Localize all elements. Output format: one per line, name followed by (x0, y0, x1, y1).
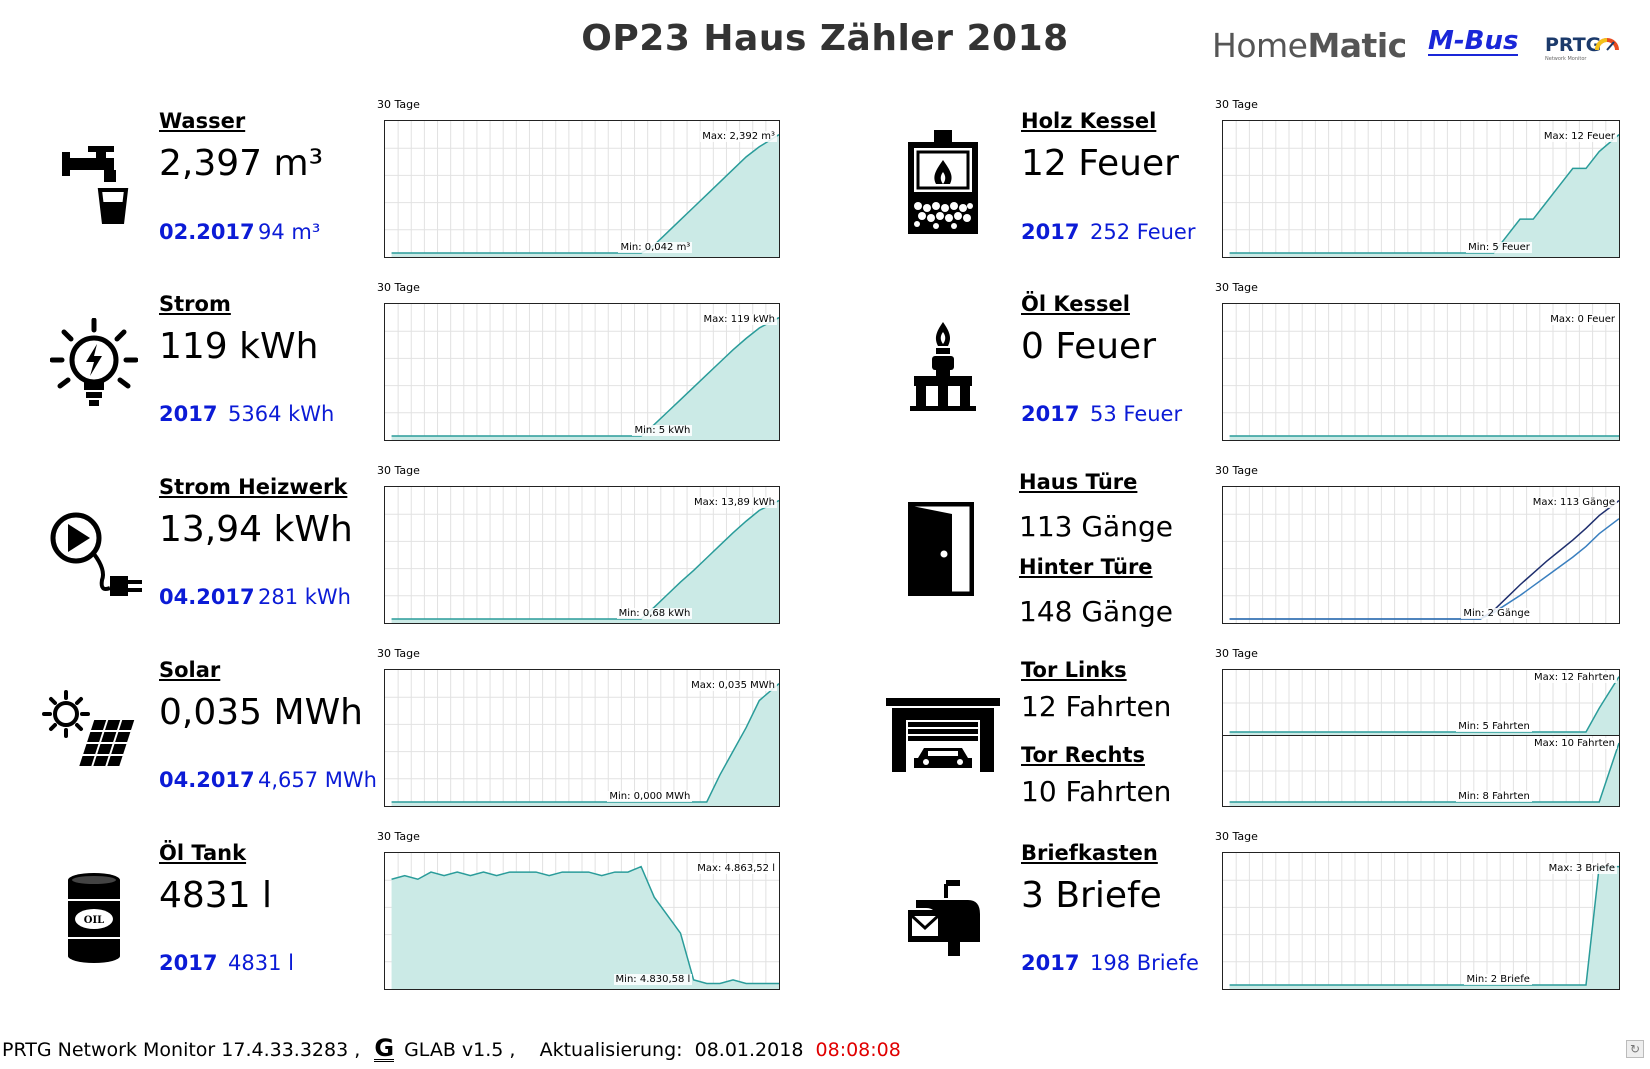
holz-kessel-period-value: 252 Feuer (1090, 220, 1196, 244)
solar-chart[interactable] (384, 669, 780, 807)
wasser-period-value: 94 m³ (258, 220, 321, 244)
solar-panel-icon (42, 690, 136, 778)
tor-links-title: Tor Links (1021, 658, 1127, 682)
tor-chart-range: 30 Tage (1215, 647, 1258, 660)
chart-min-label: Min: 0,000 MWh (609, 791, 691, 802)
series-line (1230, 743, 1619, 802)
oel-kessel-value: 0 Feuer (1021, 326, 1156, 367)
chart-min-label: Min: 0,68 kWh (618, 608, 691, 619)
chart-max-label: Max: 4.863,52 l (697, 863, 775, 874)
prtg-logo: PRTG Network Monitor (1545, 34, 1602, 62)
briefkasten-period-value: 198 Briefe (1090, 951, 1199, 975)
wasser-title: Wasser (159, 109, 246, 133)
solar-period: 04.2017 (159, 768, 255, 792)
oel-tank-period: 2017 (159, 951, 218, 975)
briefkasten-title: Briefkasten (1021, 841, 1158, 865)
strom-heizwerk-chart[interactable] (384, 486, 780, 624)
tor-rechts-value: 10 Fahrten (1021, 775, 1172, 808)
strom-heizwerk-title: Strom Heizwerk (159, 475, 348, 499)
tor-links-chart[interactable] (1222, 669, 1620, 737)
update-time: 08:08:08 (815, 1039, 901, 1061)
solar-value: 0,035 MWh (159, 692, 363, 733)
wasser-chart[interactable] (384, 120, 780, 258)
refresh-icon[interactable]: ↻ (1626, 1040, 1644, 1058)
wasser-chart-range: 30 Tage (377, 98, 420, 111)
oel-tank-chart-range: 30 Tage (377, 830, 420, 843)
strom-heizwerk-period: 04.2017 (159, 585, 255, 609)
tor-rechts-chart[interactable] (1222, 735, 1620, 807)
wasser-value: 2,397 m³ (159, 143, 324, 184)
holz-kessel-chart-range: 30 Tage (1215, 98, 1258, 111)
svg-text:OIL: OIL (83, 915, 105, 926)
chart-max-label: Max: 113 Gänge (1532, 497, 1615, 508)
haus-tuere-value: 113 Gänge (1019, 510, 1173, 543)
series-area (392, 318, 779, 440)
chart-min-label: Min: 5 Fahrten (1458, 721, 1530, 732)
glab-version: GLAB v1.5 , (404, 1039, 516, 1061)
update-date: 08.01.2018 (694, 1039, 804, 1061)
mbus-logo: M-Bus (1428, 26, 1519, 56)
oel-kessel-period-value: 53 Feuer (1090, 402, 1183, 426)
holz-kessel-chart[interactable] (1222, 120, 1620, 258)
series-line (1230, 677, 1619, 732)
hinter-tuere-title: Hinter Türe (1019, 555, 1153, 579)
strom-heizwerk-chart-range: 30 Tage (377, 464, 420, 477)
holz-kessel-period: 2017 (1021, 220, 1080, 244)
chart-max-label: Max: 13,89 kWh (693, 497, 775, 508)
pump-plug-icon (50, 510, 148, 602)
oel-kessel-chart-range: 30 Tage (1215, 281, 1258, 294)
wood-stove-icon (906, 130, 980, 234)
oel-kessel-period: 2017 (1021, 402, 1080, 426)
prtg-gauge-icon (1594, 30, 1620, 56)
solar-title: Solar (159, 658, 221, 682)
chart-min-label: Min: 8 Fahrten (1458, 791, 1530, 802)
chart-min-label: Min: 5 Feuer (1468, 242, 1530, 253)
oil-burner-icon (908, 320, 978, 412)
oel-tank-value: 4831 l (159, 875, 273, 916)
strom-value: 119 kWh (159, 326, 319, 367)
water-tap-icon (60, 138, 134, 224)
series-area (392, 867, 779, 989)
chart-max-label: Max: 12 Fahrten (1534, 672, 1615, 683)
tueren-chart-range: 30 Tage (1215, 464, 1258, 477)
series-area (392, 135, 779, 257)
homematic-logo: HomeMatic (1212, 26, 1407, 65)
briefkasten-period: 2017 (1021, 951, 1080, 975)
footer (2, 1034, 901, 1062)
strom-chart[interactable] (384, 303, 780, 441)
garage-icon (886, 698, 1000, 772)
briefkasten-chart[interactable] (1222, 852, 1620, 990)
chart-min-label: Min: 4.830,58 l (615, 974, 691, 985)
oel-kessel-chart[interactable] (1222, 303, 1620, 441)
chart-min-label: Min: 0,042 m³ (620, 242, 691, 253)
glab-logo-icon: G (374, 1034, 395, 1062)
haus-tuere-title: Haus Türe (1019, 470, 1138, 494)
strom-chart-range: 30 Tage (377, 281, 420, 294)
briefkasten-chart-range: 30 Tage (1215, 830, 1258, 843)
mailbox-icon (906, 880, 982, 956)
strom-period: 2017 (159, 402, 218, 426)
solar-chart-range: 30 Tage (377, 647, 420, 660)
holz-kessel-value: 12 Feuer (1021, 143, 1179, 184)
solar-period-value: 4,657 MWh (258, 768, 377, 792)
light-bulb-icon (50, 318, 138, 410)
door-icon (908, 502, 974, 596)
prtg-version[interactable]: PRTG Network Monitor 17.4.33.3283 , (2, 1039, 361, 1061)
oel-tank-chart[interactable] (384, 852, 780, 990)
series-line (1230, 867, 1619, 985)
hinter-tuere-value: 148 Gänge (1019, 595, 1173, 628)
strom-period-value: 5364 kWh (228, 402, 335, 426)
update-label: Aktualisierung: (539, 1039, 683, 1061)
strom-heizwerk-period-value: 281 kWh (258, 585, 351, 609)
chart-min-label: Min: 5 kWh (634, 425, 691, 436)
series-area (392, 684, 779, 806)
tueren-chart[interactable] (1222, 486, 1620, 624)
oel-tank-period-value: 4831 l (228, 951, 294, 975)
chart-max-label: Max: 12 Feuer (1543, 131, 1615, 142)
strom-heizwerk-value: 13,94 kWh (159, 509, 353, 550)
chart-max-label: Max: 0 Feuer (1550, 314, 1615, 325)
series-area (1230, 677, 1619, 736)
chart-min-label: Min: 2 Briefe (1466, 974, 1530, 985)
tor-links-value: 12 Fahrten (1021, 690, 1172, 723)
chart-max-label: Max: 10 Fahrten (1534, 738, 1615, 749)
chart-max-label: Max: 0,035 MWh (691, 680, 775, 691)
series-area (1230, 135, 1619, 257)
series-area (392, 501, 779, 623)
series-area (1230, 743, 1619, 806)
tor-rechts-title: Tor Rechts (1021, 743, 1145, 767)
chart-min-label: Min: 2 Gänge (1463, 608, 1530, 619)
chart-max-label: Max: 2,392 m³ (702, 131, 775, 142)
chart-max-label: Max: 119 kWh (703, 314, 775, 325)
chart-max-label: Max: 3 Briefe (1548, 863, 1615, 874)
oel-tank-title: Öl Tank (159, 841, 247, 865)
wasser-period: 02.2017 (159, 220, 255, 244)
oel-kessel-title: Öl Kessel (1021, 292, 1130, 316)
briefkasten-value: 3 Briefe (1021, 875, 1162, 916)
page-title: OP23 Haus Zähler 2018 (581, 18, 1069, 59)
holz-kessel-title: Holz Kessel (1021, 109, 1157, 133)
oil-barrel-icon (66, 872, 122, 964)
strom-title: Strom (159, 292, 231, 316)
series-area (1230, 867, 1619, 989)
series-line (1230, 501, 1619, 619)
